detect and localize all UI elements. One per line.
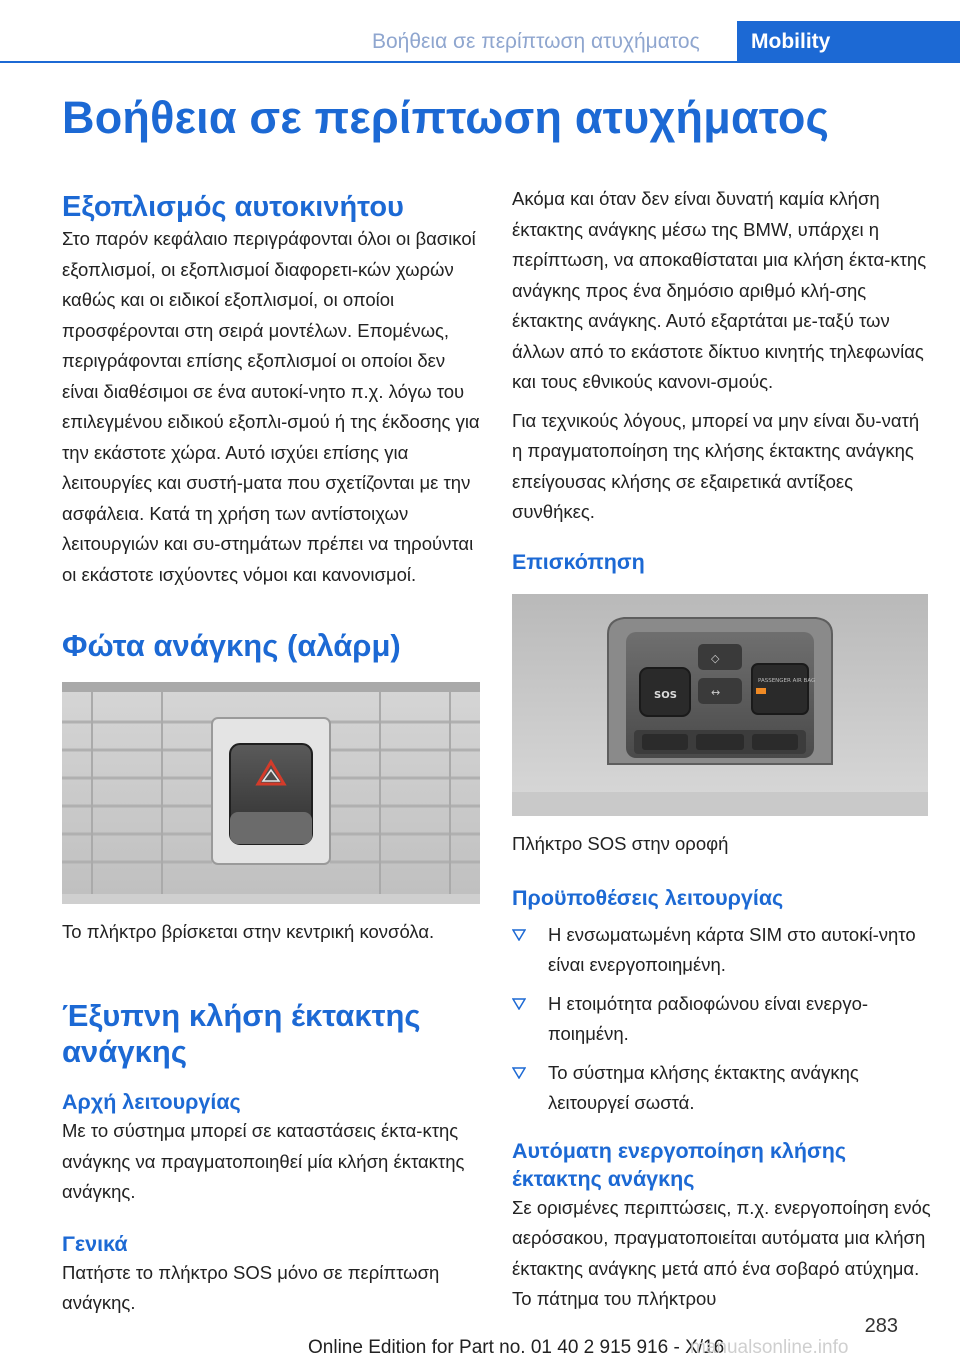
principle-text: Με το σύστημα μπορεί σε καταστάσεις έκτα-κτης ανάγκης να πραγματοποιηθεί μία κλήση έκτακτης ανάγκης.	[62, 1120, 465, 1202]
general-text: Πατήστε το πλήκτρο SOS μόνο σε περίπτωση ανάγκης.	[62, 1261, 440, 1313]
auto-call-text: Σε ορισμένες περιπτώσεις, π.χ. ενεργοποίηση ενός αερόσακου, πραγματοποιείται αυτόματα μια κλήση έκτακτης ανάγκης μετά από ένα σοβαρό ατύχημα. Το πάτημα του πλήκτρου	[512, 1196, 931, 1309]
requirement-text: Το σύστημα κλήσης έκτακτης ανάγκης λειτουργεί σωστά.	[548, 1061, 859, 1113]
bullet-triangle-icon	[512, 1067, 526, 1079]
overview-caption: Πλήκτρο SOS στην οροφή	[512, 832, 729, 854]
bullet-triangle-icon	[512, 998, 526, 1010]
hazard-caption: Το πλήκτρο βρίσκεται στην κεντρική κονσόλα.	[62, 921, 435, 942]
auto-call-heading: Αυτόματη ενεργοποίηση κλήσης έκτακτης ανάγκης	[512, 1138, 847, 1191]
left-column	[62, 190, 482, 1319]
watermark: manualsonline.info	[690, 1337, 849, 1358]
header-chapter-tab[interactable]: Mobility	[737, 21, 960, 62]
header-section-title: Βοήθεια σε περίπτωση ατυχήματος	[372, 30, 700, 53]
equipment-heading: Εξοπλισμός αυτοκινήτου	[62, 191, 404, 223]
passenger-airbag-label: PASSENGER AIR BAG	[758, 677, 816, 684]
hazard-heading: Φώτα ανάγκης (αλάρμ)	[62, 628, 401, 663]
requirements-heading: Προϋποθέσεις λειτουργίας	[512, 885, 784, 910]
sunroof-slide-icon: ↔	[711, 685, 721, 699]
general-heading: Γενικά	[62, 1231, 128, 1256]
sunroof-tilt-icon: ◇	[711, 651, 720, 665]
principle-heading: Αρχή λειτουργίας	[62, 1090, 241, 1114]
page-number: 283	[864, 1315, 898, 1337]
requirement-item	[512, 1058, 932, 1119]
hazard-photo-illustration	[62, 682, 480, 904]
requirement-text: Η ετοιμότητα ραδιοφώνου είναι ενεργο-ποιημένη.	[548, 992, 869, 1044]
page-title: Βοήθεια σε περίπτωση ατυχήματος	[62, 92, 830, 143]
intro-text: Ακόμα και όταν δεν είναι δυνατή καμία κλήση έκτακτης ανάγκης μέσω της BMW, υπάρχει η περίπτωση, να αποκαθίσταται μια κλήση έκτα-κτης ανάγκης προς ένα δημόσιο αριθμό κλή-σης έκτακτης ανάγκης. Αυτό εξαρτάται με-ταξύ των άλλων από το εκάστοτε δίκτυο κινητής τηλεφωνίας και τους εθνικούς κανονι-σμούς.	[512, 188, 927, 392]
technical-text: Για τεχνικούς λόγους, μπορεί να μην είναι δυ-νατή η πραγματοποίηση της κλήσης έκτακτης ανάγκης επείγουσας κλήσης σε εξαιρετικά αντίξοες συνθήκες.	[512, 409, 920, 522]
equipment-text: Στο παρόν κεφάλαιο περιγράφονται όλοι οι βασικοί εξοπλισμοί, οι εξοπλισμοί διαφορετι-κών χωρών καθώς και οι ειδικοί εξοπλισμοί, οι οποίοι προσφέρονται στη σειρά μοντέλων. Επομένως, περιγράφονται επίσης εξοπλισμοί οι οποίοι δεν είναι διαθέσιμοι σε ένα αυτοκί-νητο π.χ. λόγω του επιλεγμένου ειδικού εξοπλι-σμού ή της έκδοσης για την εκάστοτε χώρα. Αυτό ισχύει επίσης για λειτουργίες και συστή-ματα που σχετίζονται με την ασφάλεια. Κατά τη χρήση των αντίστοιχων λειτουργιών και συ-στημάτων πρέπει να τηρούνται οι εκάστοτε ισχύοντες νόμοι και κανονισμοί.	[62, 228, 480, 585]
footer-edition: Online Edition for Part no. 01 40 2 915 916 - X/16	[308, 1337, 725, 1358]
sos-button-photo	[512, 594, 928, 816]
page-header	[0, 0, 960, 62]
sos-photo-illustration	[512, 594, 928, 816]
smart-call-heading: Έξυπνη κλήση έκτακτης ανάγκης	[62, 998, 421, 1069]
bullet-triangle-icon	[512, 929, 526, 941]
hazard-button-photo	[62, 682, 480, 904]
sos-label: SOS	[654, 689, 677, 701]
overview-heading: Επισκόπηση	[512, 549, 645, 574]
requirement-text: Η ενσωματωμένη κάρτα SIM στο αυτοκί-νητο είναι ενεργοποιημένη.	[548, 923, 916, 975]
requirement-item	[512, 989, 932, 1050]
right-column	[512, 184, 932, 1315]
requirement-item	[512, 920, 932, 981]
header-divider	[0, 61, 960, 63]
